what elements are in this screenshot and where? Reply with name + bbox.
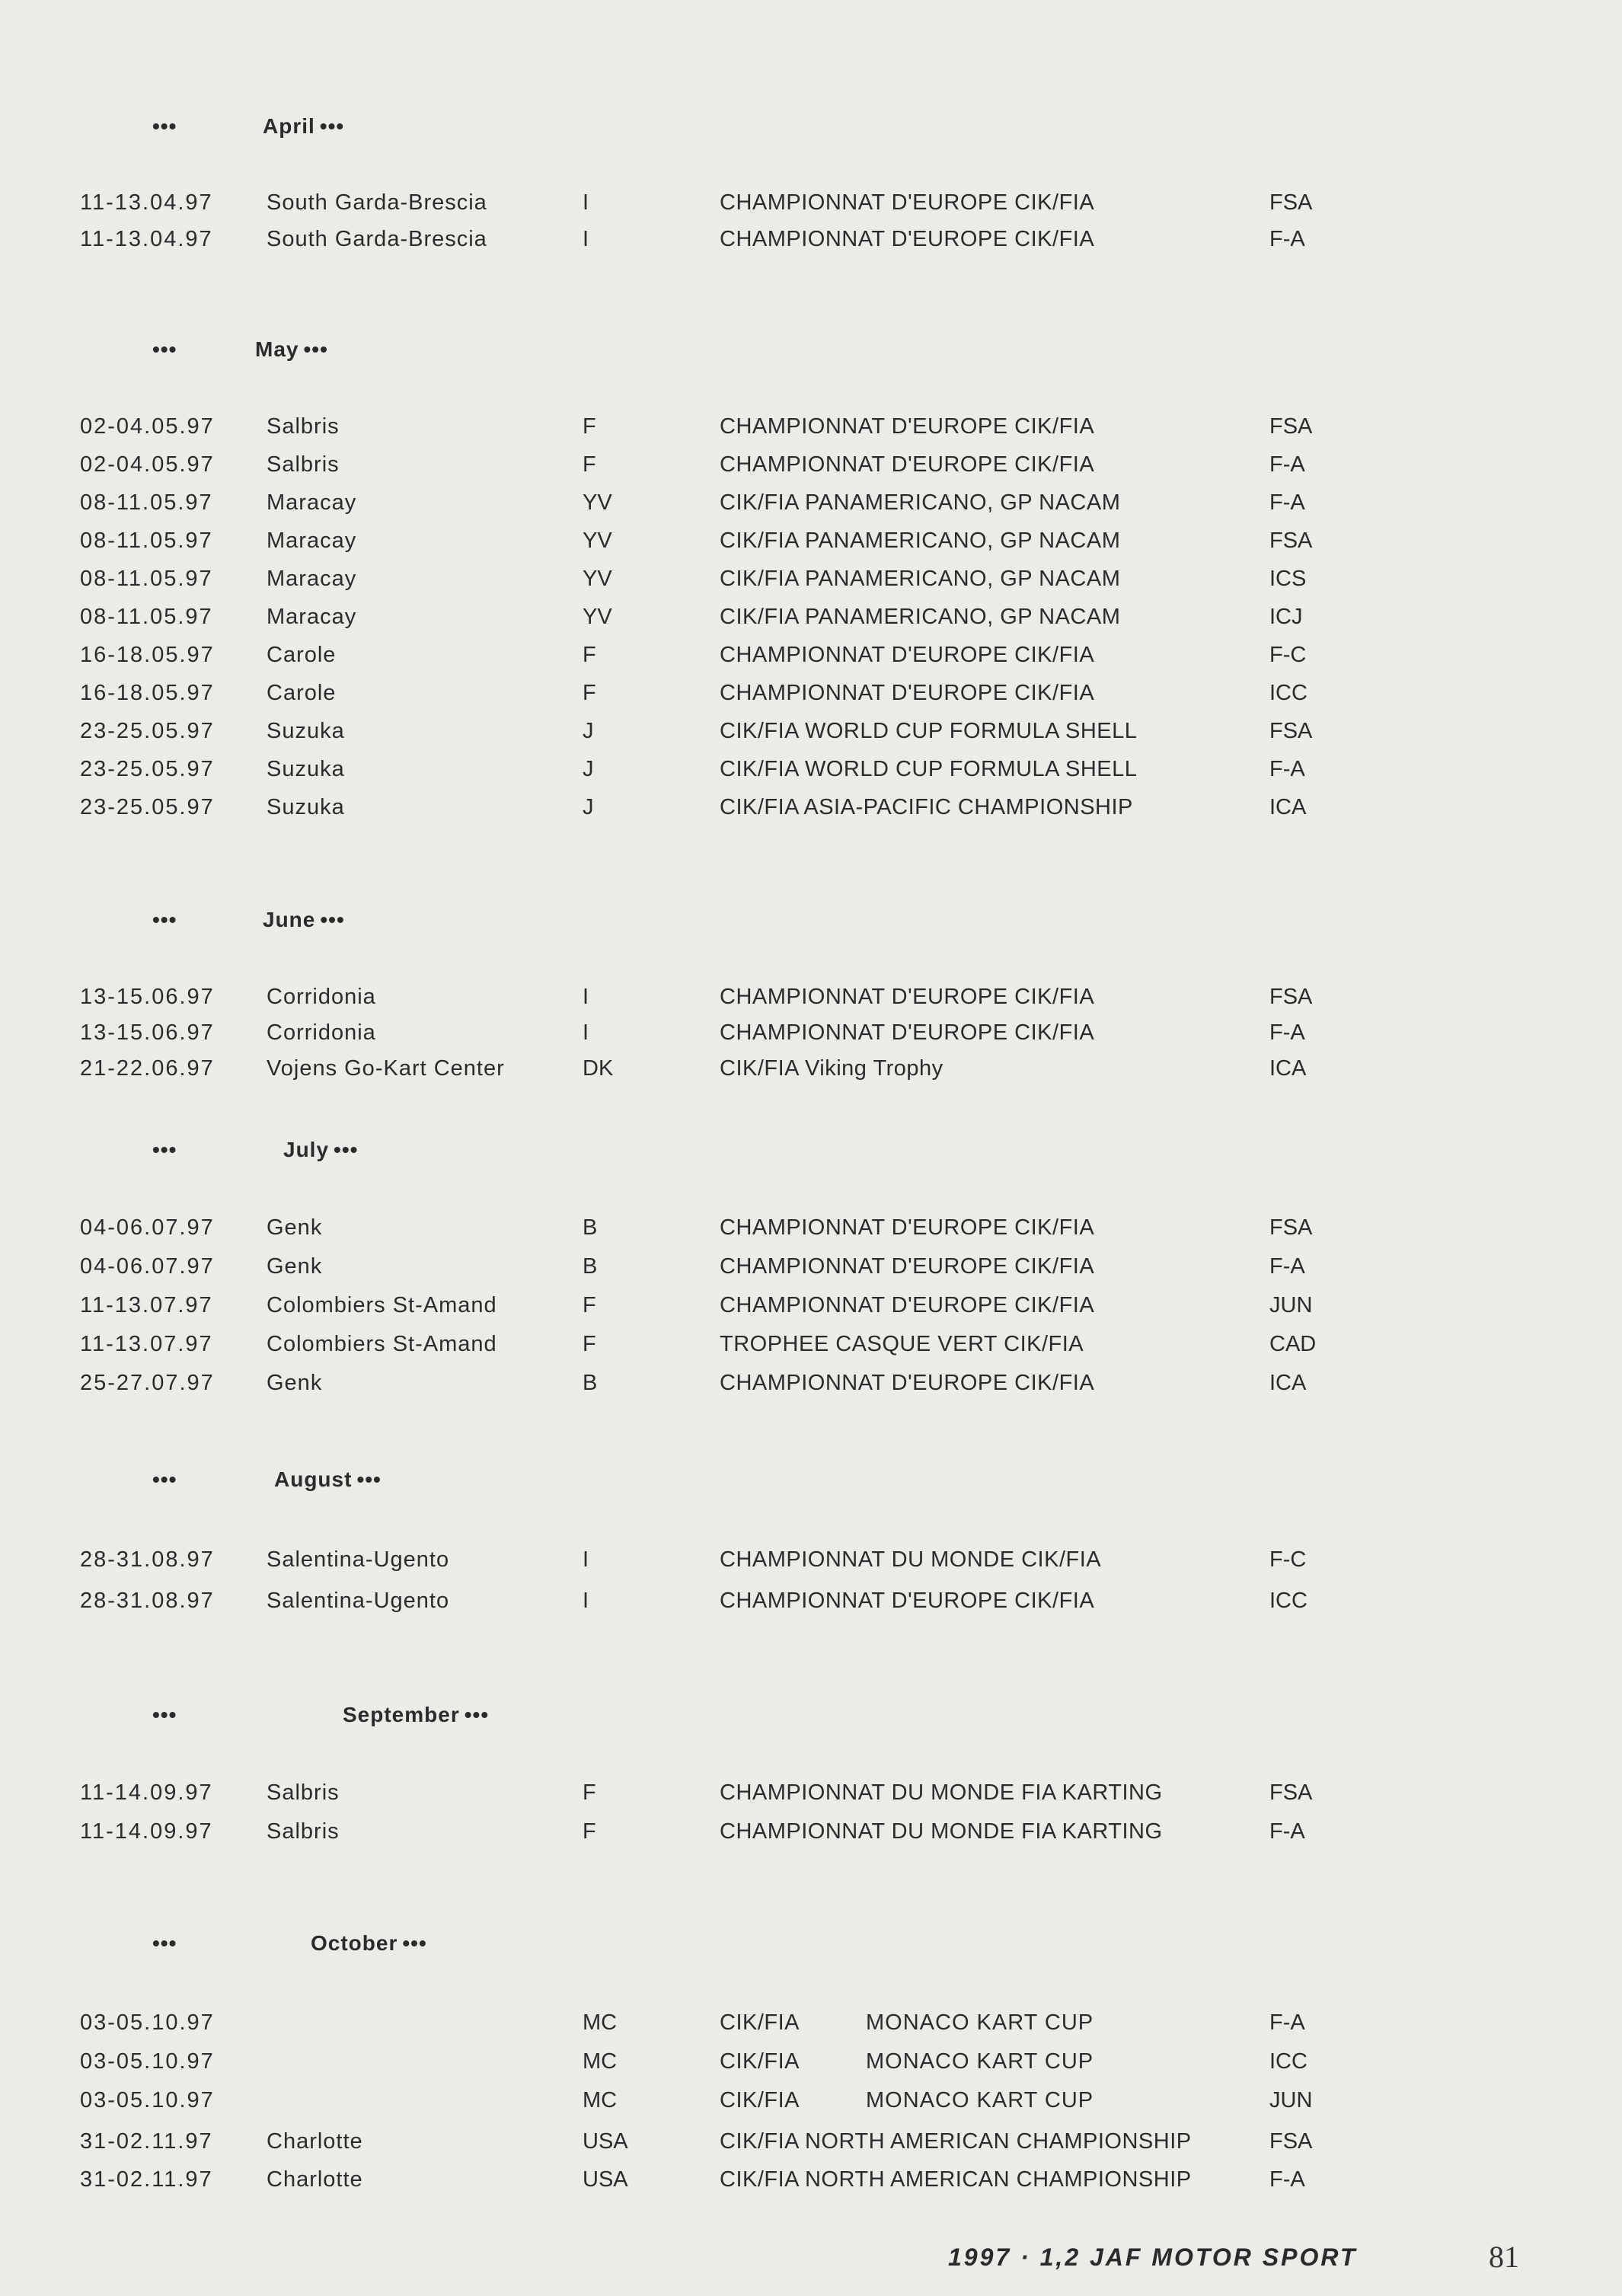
kart-class: F-A — [1269, 1254, 1305, 1279]
bullet-marker: ••• — [464, 1703, 490, 1726]
event-name: CHAMPIONNAT D'EUROPE CIK/FIA — [720, 1254, 1095, 1279]
event-date: 02-04.05.97 — [80, 414, 215, 439]
event-name: CIK/FIA — [720, 2010, 800, 2035]
event-date: 11-14.09.97 — [80, 1819, 213, 1844]
event-venue: Carole — [267, 681, 337, 705]
kart-class: FSA — [1269, 1215, 1313, 1240]
event-venue: Colombiers St-Amand — [267, 1293, 497, 1317]
month-title: July — [283, 1138, 330, 1161]
country-code: YV — [583, 528, 612, 553]
country-code: B — [583, 1371, 598, 1395]
event-row — [0, 2049, 1622, 2083]
event-name-detail: MONACO KART CUP — [866, 2088, 1094, 2112]
country-code: F — [583, 643, 596, 667]
kart-class: F-C — [1269, 1547, 1307, 1572]
bullet-marker: ••• — [152, 337, 177, 361]
event-row — [0, 1332, 1622, 1365]
event-date: 03-05.10.97 — [80, 2010, 215, 2035]
event-venue: Maracay — [267, 567, 357, 591]
event-venue: Salentina-Ugento — [267, 1589, 450, 1613]
event-venue: Genk — [267, 1254, 323, 1279]
country-code: F — [583, 1780, 596, 1805]
kart-class: FSA — [1269, 414, 1313, 439]
event-name: CIK/FIA WORLD CUP FORMULA SHELL — [720, 719, 1138, 743]
bullet-marker: ••• — [152, 1703, 177, 1726]
event-venue: Suzuka — [267, 719, 345, 743]
kart-class: ICA — [1269, 1371, 1307, 1395]
event-row — [0, 1780, 1622, 1814]
month-title: October — [311, 1931, 398, 1955]
kart-class: FSA — [1269, 1780, 1313, 1805]
event-venue: Maracay — [267, 528, 357, 553]
event-name: CIK/FIA — [720, 2049, 800, 2074]
month-header — [152, 908, 345, 938]
event-row — [0, 567, 1622, 600]
bullet-marker: ••• — [303, 337, 328, 361]
event-date: 04-06.07.97 — [80, 1215, 215, 1240]
event-name: CHAMPIONNAT D'EUROPE CIK/FIA — [720, 190, 1095, 215]
bullet-marker: ••• — [334, 1138, 359, 1161]
event-venue: Suzuka — [267, 757, 345, 781]
event-name: CHAMPIONNAT D'EUROPE CIK/FIA — [720, 1020, 1095, 1045]
country-code: F — [583, 681, 596, 705]
event-venue: Maracay — [267, 605, 357, 629]
event-row — [0, 2167, 1622, 2201]
event-row — [0, 1371, 1622, 1404]
event-date: 04-06.07.97 — [80, 1254, 215, 1279]
event-row — [0, 1819, 1622, 1853]
event-row — [0, 227, 1622, 260]
bullet-marker: ••• — [356, 1467, 382, 1491]
country-code: I — [583, 227, 589, 251]
kart-class: ICS — [1269, 567, 1307, 591]
event-date: 11-13.07.97 — [80, 1293, 213, 1317]
kart-class: FSA — [1269, 985, 1313, 1009]
event-name: CIK/FIA PANAMERICANO, GP NACAM — [720, 490, 1121, 515]
kart-class: FSA — [1269, 528, 1313, 553]
event-date: 03-05.10.97 — [80, 2049, 215, 2074]
event-date: 23-25.05.97 — [80, 795, 215, 819]
kart-class: ICA — [1269, 795, 1307, 819]
kart-class: F-A — [1269, 227, 1305, 251]
event-row — [0, 681, 1622, 714]
event-name: TROPHEE CASQUE VERT CIK/FIA — [720, 1332, 1084, 1356]
event-date: 08-11.05.97 — [80, 567, 213, 591]
event-name: CHAMPIONNAT D'EUROPE CIK/FIA — [720, 1589, 1095, 1613]
month-title: August — [274, 1467, 353, 1491]
event-row — [0, 1020, 1622, 1054]
country-code: I — [583, 985, 589, 1009]
event-name-detail: MONACO KART CUP — [866, 2049, 1094, 2074]
event-venue: Genk — [267, 1215, 323, 1240]
country-code: YV — [583, 490, 612, 515]
month-title: June — [263, 908, 316, 931]
bullet-marker: ••• — [152, 1467, 177, 1491]
country-code: B — [583, 1215, 598, 1240]
event-row — [0, 795, 1622, 829]
event-venue: Salentina-Ugento — [267, 1547, 450, 1572]
bullet-marker: ••• — [152, 1931, 177, 1955]
event-name: CHAMPIONNAT DU MONDE FIA KARTING — [720, 1819, 1163, 1844]
event-date: 23-25.05.97 — [80, 757, 215, 781]
country-code: YV — [583, 567, 612, 591]
event-venue: South Garda-Brescia — [267, 227, 487, 251]
event-date: 13-15.06.97 — [80, 985, 215, 1009]
event-name: CIK/FIA — [720, 2088, 800, 2112]
event-venue: Corridonia — [267, 985, 376, 1009]
event-name: CIK/FIA PANAMERICANO, GP NACAM — [720, 528, 1121, 553]
month-header — [152, 114, 344, 145]
event-row — [0, 2088, 1622, 2122]
event-name: CIK/FIA NORTH AMERICAN CHAMPIONSHIP — [720, 2167, 1192, 2192]
month-title: May — [255, 337, 299, 361]
event-row — [0, 1547, 1622, 1581]
country-code: I — [583, 1547, 589, 1572]
event-venue: Salbris — [267, 414, 340, 439]
event-venue: Salbris — [267, 1780, 340, 1805]
event-venue: Carole — [267, 643, 337, 667]
month-header — [152, 1931, 427, 1962]
event-date: 11-13.07.97 — [80, 1332, 213, 1356]
event-date: 16-18.05.97 — [80, 643, 215, 667]
event-venue: Corridonia — [267, 1020, 376, 1045]
bullet-marker: ••• — [152, 1138, 177, 1161]
kart-class: FSA — [1269, 190, 1313, 215]
event-row — [0, 490, 1622, 524]
event-date: 31-02.11.97 — [80, 2167, 213, 2192]
event-name: CIK/FIA PANAMERICANO, GP NACAM — [720, 567, 1121, 591]
kart-class: ICC — [1269, 681, 1307, 705]
country-code: F — [583, 452, 596, 477]
event-venue: Maracay — [267, 490, 357, 515]
country-code: F — [583, 414, 596, 439]
event-venue: Salbris — [267, 452, 340, 477]
country-code: F — [583, 1293, 596, 1317]
country-code: MC — [583, 2088, 618, 2112]
kart-class: F-A — [1269, 452, 1305, 477]
event-venue: South Garda-Brescia — [267, 190, 487, 215]
country-code: J — [583, 719, 594, 743]
event-date: 08-11.05.97 — [80, 490, 213, 515]
page-footer — [948, 2239, 1542, 2277]
month-header — [152, 1467, 382, 1498]
country-code: I — [583, 1589, 589, 1613]
event-name: CHAMPIONNAT D'EUROPE CIK/FIA — [720, 1215, 1095, 1240]
kart-class: FSA — [1269, 2129, 1313, 2154]
event-name: CHAMPIONNAT DU MONDE FIA KARTING — [720, 1780, 1163, 1805]
event-row — [0, 414, 1622, 448]
event-name-detail: MONACO KART CUP — [866, 2010, 1094, 2035]
country-code: DK — [583, 1056, 614, 1081]
kart-class: CAD — [1269, 1332, 1317, 1356]
event-venue: Charlotte — [267, 2167, 363, 2192]
event-venue: Charlotte — [267, 2129, 363, 2154]
event-row — [0, 605, 1622, 638]
event-name: CIK/FIA NORTH AMERICAN CHAMPIONSHIP — [720, 2129, 1192, 2154]
event-row — [0, 719, 1622, 752]
kart-class: FSA — [1269, 719, 1313, 743]
event-row — [0, 1056, 1622, 1090]
event-row — [0, 2129, 1622, 2163]
kart-class: ICC — [1269, 1589, 1307, 1613]
country-code: I — [583, 1020, 589, 1045]
event-date: 11-13.04.97 — [80, 227, 213, 251]
country-code: J — [583, 757, 594, 781]
event-row — [0, 1293, 1622, 1327]
event-date: 08-11.05.97 — [80, 528, 213, 553]
event-date: 08-11.05.97 — [80, 605, 213, 629]
event-name: CHAMPIONNAT D'EUROPE CIK/FIA — [720, 1293, 1095, 1317]
event-date: 28-31.08.97 — [80, 1547, 215, 1572]
event-date: 25-27.07.97 — [80, 1371, 215, 1395]
event-name: CHAMPIONNAT D'EUROPE CIK/FIA — [720, 643, 1095, 667]
event-date: 16-18.05.97 — [80, 681, 215, 705]
event-date: 23-25.05.97 — [80, 719, 215, 743]
kart-class: F-A — [1269, 2167, 1305, 2192]
event-date: 02-04.05.97 — [80, 452, 215, 477]
event-date: 28-31.08.97 — [80, 1589, 215, 1613]
event-date: 13-15.06.97 — [80, 1020, 215, 1045]
event-name: CIK/FIA PANAMERICANO, GP NACAM — [720, 605, 1121, 629]
event-row — [0, 190, 1622, 224]
country-code: B — [583, 1254, 598, 1279]
country-code: USA — [583, 2129, 628, 2154]
event-row — [0, 757, 1622, 790]
kart-class: ICJ — [1269, 605, 1303, 629]
event-row — [0, 452, 1622, 486]
kart-class: F-A — [1269, 2010, 1305, 2035]
event-row — [0, 528, 1622, 562]
country-code: F — [583, 1332, 596, 1356]
country-code: J — [583, 795, 594, 819]
bullet-marker: ••• — [320, 908, 345, 931]
event-name: CHAMPIONNAT D'EUROPE CIK/FIA — [720, 414, 1095, 439]
event-venue: Suzuka — [267, 795, 345, 819]
event-name: CIK/FIA ASIA-PACIFIC CHAMPIONSHIP — [720, 795, 1133, 819]
event-row — [0, 1254, 1622, 1288]
event-date: 11-14.09.97 — [80, 1780, 213, 1805]
page-number: 81 — [1489, 2240, 1519, 2274]
country-code: MC — [583, 2049, 618, 2074]
event-venue: Colombiers St-Amand — [267, 1332, 497, 1356]
month-header — [152, 337, 328, 368]
kart-class: ICA — [1269, 1056, 1307, 1081]
country-code: MC — [583, 2010, 618, 2035]
event-name: CIK/FIA WORLD CUP FORMULA SHELL — [720, 757, 1138, 781]
bullet-marker: ••• — [152, 114, 177, 138]
event-row — [0, 643, 1622, 676]
month-title: April — [263, 114, 315, 138]
event-date: 03-05.10.97 — [80, 2088, 215, 2112]
event-row — [0, 1215, 1622, 1249]
country-code: I — [583, 190, 589, 215]
event-venue: Genk — [267, 1371, 323, 1395]
country-code: YV — [583, 605, 612, 629]
event-name: CHAMPIONNAT DU MONDE CIK/FIA — [720, 1547, 1102, 1572]
kart-class: ICC — [1269, 2049, 1307, 2074]
month-header — [152, 1703, 489, 1733]
event-row — [0, 1589, 1622, 1622]
kart-class: JUN — [1269, 1293, 1313, 1317]
event-name: CHAMPIONNAT D'EUROPE CIK/FIA — [720, 1371, 1095, 1395]
month-header — [152, 1138, 358, 1168]
event-name: CHAMPIONNAT D'EUROPE CIK/FIA — [720, 681, 1095, 705]
kart-class: JUN — [1269, 2088, 1313, 2112]
bullet-marker: ••• — [152, 908, 177, 931]
event-venue: Vojens Go-Kart Center — [267, 1056, 505, 1081]
month-title: September — [343, 1703, 460, 1726]
kart-class: F-A — [1269, 1819, 1305, 1844]
kart-class: F-A — [1269, 757, 1305, 781]
event-name: CHAMPIONNAT D'EUROPE CIK/FIA — [720, 452, 1095, 477]
country-code: F — [583, 1819, 596, 1844]
event-row — [0, 985, 1622, 1018]
event-date: 31-02.11.97 — [80, 2129, 213, 2154]
event-name: CHAMPIONNAT D'EUROPE CIK/FIA — [720, 227, 1095, 251]
kart-class: F-C — [1269, 643, 1307, 667]
event-date: 21-22.06.97 — [80, 1056, 215, 1081]
country-code: USA — [583, 2167, 628, 2192]
kart-class: F-A — [1269, 1020, 1305, 1045]
event-date: 11-13.04.97 — [80, 190, 213, 215]
bullet-marker: ••• — [402, 1931, 427, 1955]
event-venue: Salbris — [267, 1819, 340, 1844]
kart-class: F-A — [1269, 490, 1305, 515]
event-name: CIK/FIA Viking Trophy — [720, 1056, 944, 1081]
magazine-title: 1997 · 1,2 JAF MOTOR SPORT — [948, 2243, 1358, 2271]
event-name: CHAMPIONNAT D'EUROPE CIK/FIA — [720, 985, 1095, 1009]
bullet-marker: ••• — [319, 114, 345, 138]
event-row — [0, 2010, 1622, 2044]
